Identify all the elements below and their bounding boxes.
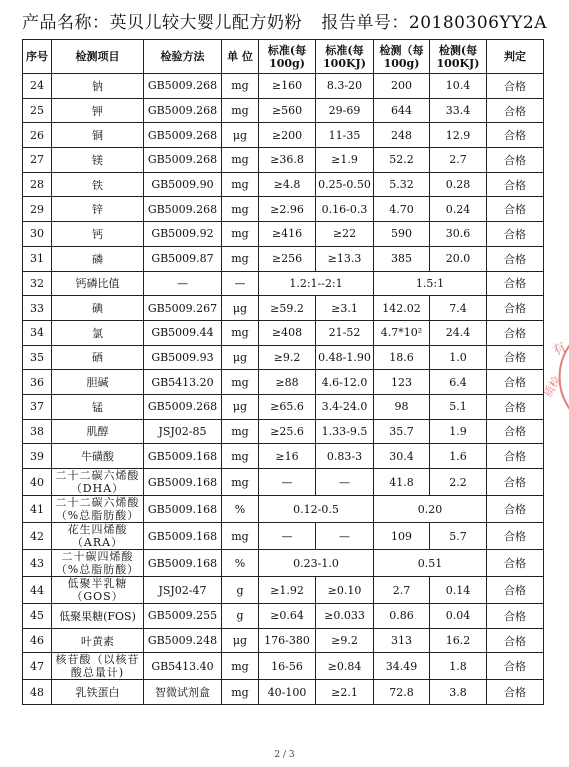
row-std-100kj: 0.25-0.50 [316,172,374,197]
row-item: 乳铁蛋白 [52,680,144,705]
row-res-100g: 313 [374,628,430,653]
row-unit: % [222,550,259,577]
col-verdict: 判定 [487,40,544,74]
row-item: 锰 [52,394,144,419]
row-item: 牛磺酸 [52,444,144,469]
row-unit: μg [222,296,259,321]
row-verdict: 合格 [487,172,544,197]
table-row [23,653,544,680]
row-res-100kj: 0.28 [430,172,487,197]
row-unit: mg [222,246,259,271]
row-method: JSJ02-85 [144,419,222,444]
row-std-merged: 0.12-0.5 [259,496,374,523]
row-method: GB5009.168 [144,523,222,550]
row-res-100g: 644 [374,98,430,123]
row-std-100kj: 11-35 [316,123,374,148]
row-std-100kj: 0.48-1.90 [316,345,374,370]
row-std-100g: ≥416 [259,222,316,247]
row-std-merged: 0.23-1.0 [259,550,374,577]
row-verdict: 合格 [487,148,544,173]
row-method: GB5009.267 [144,296,222,321]
row-method: GB5009.93 [144,345,222,370]
row-verdict: 合格 [487,197,544,222]
row-res-100kj: 12.9 [430,123,487,148]
row-verdict: 合格 [487,444,544,469]
row-verdict: 合格 [487,123,544,148]
row-res-100g: 4.70 [374,197,430,222]
row-std-100kj: 21-52 [316,320,374,345]
row-std-100g: ≥256 [259,246,316,271]
row-seq: 42 [23,523,52,550]
row-verdict: 合格 [487,98,544,123]
row-res-100g: 248 [374,123,430,148]
row-std-100g: ≥2.96 [259,197,316,222]
row-item: 胆碱 [52,370,144,395]
row-seq: 24 [23,74,52,99]
table-row [23,246,544,271]
row-item: 钙 [52,222,144,247]
row-res-100kj: 30.6 [430,222,487,247]
row-seq: 38 [23,419,52,444]
row-res-100g: 98 [374,394,430,419]
row-method: GB5009.268 [144,74,222,99]
row-verdict: 合格 [487,469,544,496]
row-item: 磷 [52,246,144,271]
product-name: 产品名称：英贝儿较大婴儿配方奶粉 [22,13,302,33]
row-unit: mg [222,680,259,705]
row-res-100g: 18.6 [374,345,430,370]
table-row [23,604,544,629]
row-unit: mg [222,469,259,496]
row-seq: 36 [23,370,52,395]
table-row [23,444,544,469]
row-unit: g [222,604,259,629]
row-unit: mg [222,148,259,173]
table-row [23,523,544,550]
row-res-100kj: 20.0 [430,246,487,271]
row-verdict: 合格 [487,604,544,629]
row-verdict: 合格 [487,496,544,523]
row-res-merged: 0.51 [374,550,487,577]
table-row [23,394,544,419]
row-seq: 40 [23,469,52,496]
row-method: GB5009.44 [144,320,222,345]
row-std-100g: ≥59.2 [259,296,316,321]
row-res-merged: 0.20 [374,496,487,523]
row-seq: 25 [23,98,52,123]
row-res-100kj: 16.2 [430,628,487,653]
row-res-100g: 142.02 [374,296,430,321]
row-res-100kj: 7.4 [430,296,487,321]
row-item: 二十二碳六烯酸（DHA） [52,469,144,496]
row-seq: 43 [23,550,52,577]
row-verdict: 合格 [487,222,544,247]
row-method: GB5413.20 [144,370,222,395]
table-row [23,98,544,123]
row-seq: 26 [23,123,52,148]
row-unit: % [222,496,259,523]
table-row [23,370,544,395]
row-res-100kj: 0.24 [430,197,487,222]
col-unit: 单 位 [222,40,259,74]
row-item: 镁 [52,148,144,173]
row-res-100g: 41.8 [374,469,430,496]
row-item: 硒 [52,345,144,370]
row-method: GB5009.87 [144,246,222,271]
row-seq: 27 [23,148,52,173]
row-std-100kj: 0.16-0.3 [316,197,374,222]
row-method: GB5009.90 [144,172,222,197]
row-std-100g: ≥560 [259,98,316,123]
row-res-100kj: 10.4 [430,74,487,99]
table-row [23,74,544,99]
row-unit: mg [222,370,259,395]
row-unit: — [222,271,259,296]
row-res-100g: 30.4 [374,444,430,469]
row-verdict: 合格 [487,246,544,271]
row-item: 钠 [52,74,144,99]
table-row [23,320,544,345]
table-header-row [23,40,544,74]
row-method: GB5413.40 [144,653,222,680]
row-seq: 35 [23,345,52,370]
row-verdict: 合格 [487,370,544,395]
row-std-100g: ≥9.2 [259,345,316,370]
row-std-merged: 1.2:1--2:1 [259,271,374,296]
row-std-100g: 16-56 [259,653,316,680]
row-std-100g: 40-100 [259,680,316,705]
table-row [23,222,544,247]
row-seq: 30 [23,222,52,247]
row-unit: mg [222,98,259,123]
row-seq: 34 [23,320,52,345]
row-item: 二十二碳六烯酸（%总脂肪酸） [52,496,144,523]
row-method: 智微试剂盒 [144,680,222,705]
table-row [23,197,544,222]
row-method: GB5009.168 [144,496,222,523]
row-res-100g: 123 [374,370,430,395]
row-res-100g: 109 [374,523,430,550]
row-unit: μg [222,394,259,419]
row-method: GB5009.248 [144,628,222,653]
row-item: 二十碳四烯酸（%总脂肪酸） [52,550,144,577]
row-seq: 29 [23,197,52,222]
table-row [23,172,544,197]
row-res-100g: 0.86 [374,604,430,629]
row-std-100g: ≥4.8 [259,172,316,197]
row-item: 氯 [52,320,144,345]
row-verdict: 合格 [487,394,544,419]
table-row [23,271,544,296]
row-res-100g: 72.8 [374,680,430,705]
row-verdict: 合格 [487,296,544,321]
col-seq: 序号 [23,40,52,74]
row-item: 肌醇 [52,419,144,444]
row-unit: mg [222,172,259,197]
row-seq: 47 [23,653,52,680]
row-std-100kj: ≥1.9 [316,148,374,173]
row-std-100kj: — [316,469,374,496]
row-verdict: 合格 [487,523,544,550]
row-unit: mg [222,523,259,550]
row-res-100g: 35.7 [374,419,430,444]
col-std-100g: 标准(每100g) [259,40,316,74]
row-item: 钙磷比值 [52,271,144,296]
row-std-100g: ≥0.64 [259,604,316,629]
row-method: GB5009.168 [144,469,222,496]
row-unit: mg [222,444,259,469]
row-verdict: 合格 [487,74,544,99]
row-verdict: 合格 [487,320,544,345]
row-seq: 44 [23,577,52,604]
row-std-100g: — [259,523,316,550]
row-item: 花生四烯酸（ARA） [52,523,144,550]
svg-text:质检: 质检 [541,373,564,400]
row-res-100kj: 1.9 [430,419,487,444]
row-std-100kj: ≥9.2 [316,628,374,653]
row-std-100kj: 0.83-3 [316,444,374,469]
row-std-100g: ≥200 [259,123,316,148]
row-res-100g: 52.2 [374,148,430,173]
row-seq: 28 [23,172,52,197]
row-unit: mg [222,653,259,680]
table-row [23,628,544,653]
row-seq: 45 [23,604,52,629]
table-row [23,680,544,705]
row-std-100kj: 3.4-24.0 [316,394,374,419]
row-unit: g [222,577,259,604]
row-method: GB5009.268 [144,98,222,123]
row-res-100g: 4.7*10² [374,320,430,345]
row-item: 铁 [52,172,144,197]
row-method: GB5009.168 [144,444,222,469]
row-res-100g: 34.49 [374,653,430,680]
svg-text:有: 有 [550,339,569,360]
row-verdict: 合格 [487,271,544,296]
row-res-100kj: 1.6 [430,444,487,469]
report-number: 报告单号：20180306YY2A [321,13,547,33]
row-res-100kj: 1.0 [430,345,487,370]
row-method: GB5009.268 [144,148,222,173]
row-unit: μg [222,123,259,148]
row-item: 铜 [52,123,144,148]
row-seq: 33 [23,296,52,321]
row-method: GB5009.255 [144,604,222,629]
row-std-100g: ≥160 [259,74,316,99]
row-seq: 37 [23,394,52,419]
row-seq: 32 [23,271,52,296]
row-unit: mg [222,74,259,99]
row-unit: μg [222,628,259,653]
row-item: 核苷酸（以核苷酸总量计) [52,653,144,680]
table-row [23,496,544,523]
row-verdict: 合格 [487,577,544,604]
table-row [23,469,544,496]
row-unit: μg [222,345,259,370]
table-row [23,345,544,370]
row-seq: 48 [23,680,52,705]
row-res-100kj: 6.4 [430,370,487,395]
row-method: GB5009.268 [144,394,222,419]
row-res-merged: 1.5:1 [374,271,487,296]
row-method: JSJ02-47 [144,577,222,604]
row-res-100kj: 1.8 [430,653,487,680]
row-std-100kj: 8.3-20 [316,74,374,99]
row-res-100kj: 0.14 [430,577,487,604]
row-res-100kj: 24.4 [430,320,487,345]
row-std-100kj: ≥3.1 [316,296,374,321]
row-res-100kj: 5.7 [430,523,487,550]
table-row [23,419,544,444]
col-res-100kj: 检测(每100KJ) [430,40,487,74]
row-std-100g: ≥1.92 [259,577,316,604]
row-seq: 31 [23,246,52,271]
row-std-100kj: 4.6-12.0 [316,370,374,395]
table-row [23,296,544,321]
row-std-100kj: 1.33-9.5 [316,419,374,444]
col-item: 检测项目 [52,40,144,74]
row-verdict: 合格 [487,345,544,370]
row-verdict: 合格 [487,419,544,444]
row-std-100kj: — [316,523,374,550]
row-std-100kj: ≥13.3 [316,246,374,271]
row-std-100g: ≥16 [259,444,316,469]
page-number: 2 / 3 [274,750,295,760]
test-results-table [22,39,544,705]
row-unit: mg [222,320,259,345]
row-method: GB5009.268 [144,197,222,222]
row-std-100kj: ≥0.033 [316,604,374,629]
row-item: 钾 [52,98,144,123]
row-method: GB5009.92 [144,222,222,247]
row-std-100g: ≥36.8 [259,148,316,173]
row-unit: mg [222,197,259,222]
report-header [22,8,547,34]
row-seq: 46 [23,628,52,653]
row-item: 叶黄素 [52,628,144,653]
seal-stamp [534,322,569,432]
col-method: 检验方法 [144,40,222,74]
row-std-100g: — [259,469,316,496]
table-row [23,577,544,604]
row-std-100kj: ≥22 [316,222,374,247]
row-item: 锌 [52,197,144,222]
row-std-100g: 176-380 [259,628,316,653]
row-res-100kj: 5.1 [430,394,487,419]
table-row [23,550,544,577]
row-method: GB5009.268 [144,123,222,148]
row-std-100g: ≥25.6 [259,419,316,444]
row-res-100g: 5.32 [374,172,430,197]
table-row [23,148,544,173]
row-std-100kj: ≥0.84 [316,653,374,680]
row-seq: 41 [23,496,52,523]
row-verdict: 合格 [487,653,544,680]
row-std-100kj: ≥2.1 [316,680,374,705]
row-item: 低聚果糖(FOS) [52,604,144,629]
row-res-100kj: 0.04 [430,604,487,629]
row-res-100kj: 2.7 [430,148,487,173]
row-res-100g: 200 [374,74,430,99]
row-res-100g: 590 [374,222,430,247]
row-res-100kj: 3.8 [430,680,487,705]
row-res-100kj: 33.4 [430,98,487,123]
table-row [23,123,544,148]
row-verdict: 合格 [487,550,544,577]
col-res-100g: 检测（每100g) [374,40,430,74]
row-item: 碘 [52,296,144,321]
row-std-100g: ≥88 [259,370,316,395]
row-unit: mg [222,419,259,444]
row-std-100g: ≥65.6 [259,394,316,419]
row-unit: mg [222,222,259,247]
row-res-100kj: 2.2 [430,469,487,496]
row-method: GB5009.168 [144,550,222,577]
row-std-100kj: ≥0.10 [316,577,374,604]
row-res-100g: 385 [374,246,430,271]
row-std-100g: ≥408 [259,320,316,345]
row-verdict: 合格 [487,628,544,653]
row-std-100kj: 29-69 [316,98,374,123]
row-verdict: 合格 [487,680,544,705]
row-item: 低聚半乳糖（GOS） [52,577,144,604]
row-res-100g: 2.7 [374,577,430,604]
row-seq: 39 [23,444,52,469]
col-std-100kj: 标准(每100KJ) [316,40,374,74]
row-method: — [144,271,222,296]
